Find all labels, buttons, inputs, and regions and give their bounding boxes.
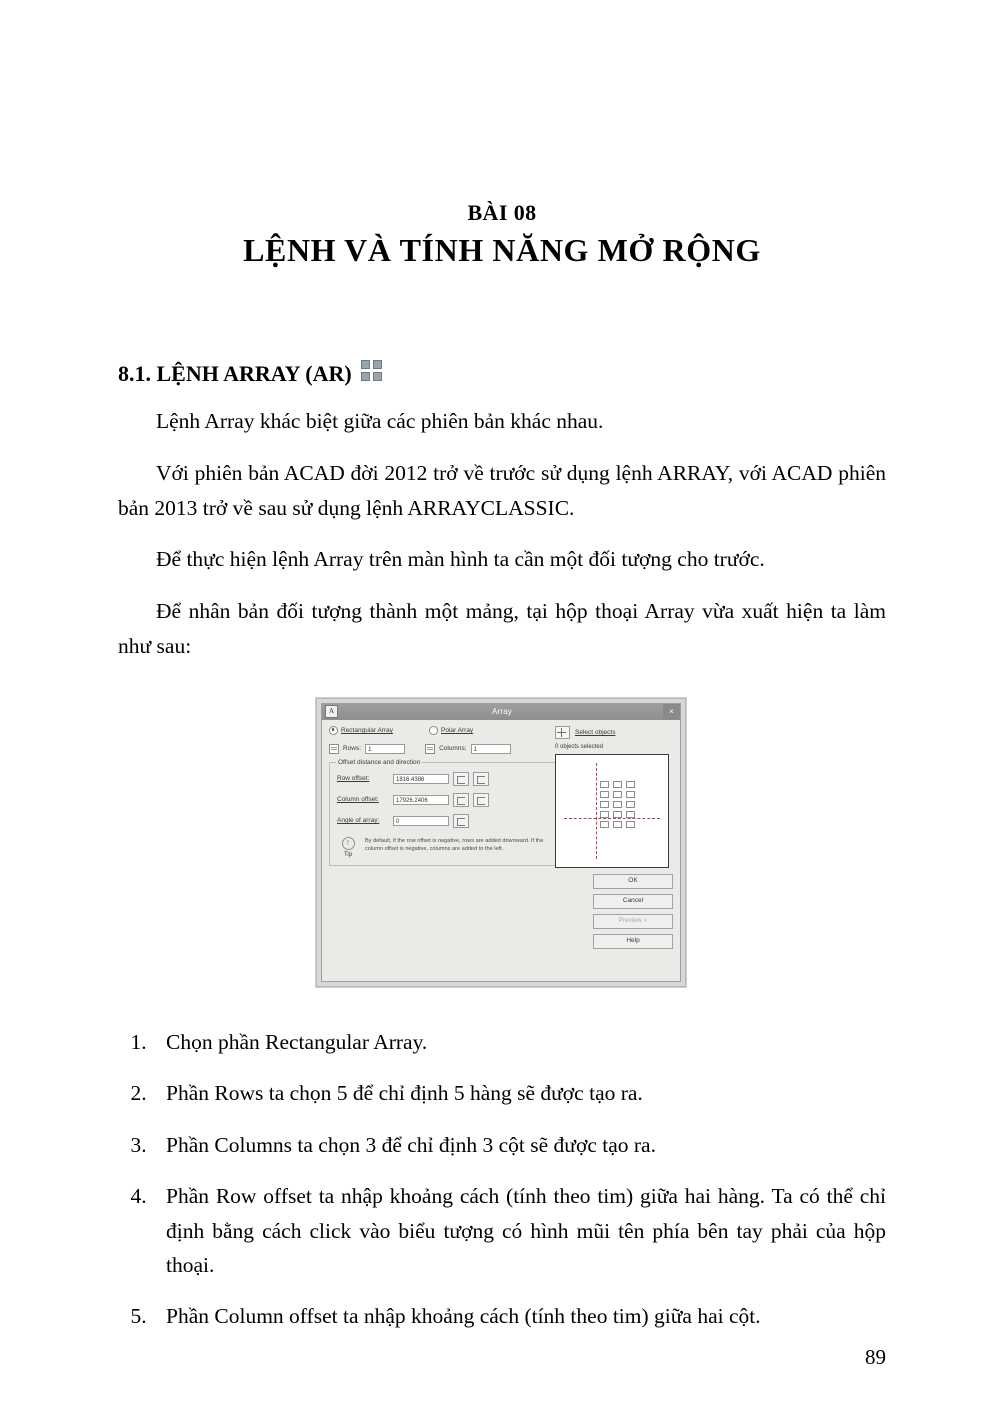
- list-item: 3. Phần Columns ta chọn 3 để chỉ định 3 cột sẽ được tạo ra.: [152, 1128, 886, 1162]
- tip-icon-wrap: [337, 837, 359, 858]
- help-button[interactable]: Help: [593, 934, 673, 949]
- ok-button[interactable]: OK: [593, 874, 673, 889]
- section-heading-text: 8.1. LỆNH ARRAY (AR): [118, 361, 352, 386]
- close-icon[interactable]: ×: [663, 704, 680, 720]
- lightbulb-icon: !: [342, 837, 355, 850]
- preview-axis-vertical: [596, 763, 597, 859]
- rows-icon: [329, 744, 339, 754]
- dialog-frame: [316, 698, 686, 987]
- dialog-left-column: [329, 726, 557, 866]
- radio-dot-icon: [429, 726, 438, 735]
- paragraph-2: Với phiên bản ACAD đời 2012 trở về trước sử dụng lệnh ARRAY, với ACAD phiên bản 2013 trở về sau sử dụng lệnh ARRAYCLASSIC.: [118, 460, 886, 520]
- tip-text: By default, if the row offset is negative, rows are added downward. If the column offset is negative, columns are added to the left.: [365, 837, 544, 853]
- dialog-title-bar: [322, 704, 680, 720]
- radio-polar-array[interactable]: [429, 726, 473, 735]
- paragraph-1: Lệnh Array khác biệt giữa các phiên bản khác nhau.: [156, 409, 604, 433]
- array-dialog-figure: [316, 698, 688, 987]
- lesson-title: LỆNH VÀ TÍNH NĂNG MỞ RỘNG: [243, 232, 761, 268]
- row-offset-pick-button[interactable]: [453, 772, 469, 786]
- steps-list: [118, 1025, 886, 1334]
- app-icon: A: [325, 705, 338, 718]
- angle-pick-button[interactable]: [453, 814, 469, 828]
- lesson-number: BÀI 08: [467, 200, 537, 225]
- measure-arrow-icon: [477, 797, 485, 805]
- paragraph-3: Để thực hiện lệnh Array trên màn hình ta cần một đối tượng cho trước.: [156, 547, 765, 572]
- tip-label: Tip: [343, 851, 353, 858]
- columns-input[interactable]: 1: [471, 744, 511, 754]
- row-offset-input[interactable]: 1816.4386: [393, 774, 449, 784]
- array-grid-icon: [361, 360, 385, 384]
- tip-box: [337, 837, 549, 858]
- angle-row: [337, 814, 549, 828]
- columns-label: Columns:: [439, 745, 467, 753]
- angle-label: Angle of array:: [337, 817, 380, 825]
- select-objects-icon: [555, 726, 570, 739]
- angle-input[interactable]: 0: [393, 816, 449, 826]
- radio-rectangular-array[interactable]: [329, 726, 393, 735]
- list-item: 4. Phần Row offset ta nhập khoảng cách (tính theo tim) giữa hai hàng. Ta có thể chỉ định bằng cách click vào biểu tượng có hình mũi tên phía bên tay phải của hộp thoại.: [152, 1179, 886, 1282]
- radio-polar-label: Polar Array: [441, 726, 474, 734]
- list-item: 1. Chọn phần Rectangular Array.: [152, 1025, 886, 1059]
- dialog-title: Array: [491, 707, 513, 717]
- paragraph-4: Để nhân bản đối tượng thành một mảng, tại hộp thoại Array vừa xuất hiện ta làm như sau:: [118, 599, 886, 659]
- dialog-body: [322, 720, 680, 981]
- preview-button[interactable]: Preview <: [593, 914, 673, 929]
- objects-selected-status: 0 objects selected: [555, 743, 604, 750]
- pick-arrow-icon: [457, 818, 465, 826]
- section-heading: [118, 361, 886, 387]
- columns-icon: [425, 744, 435, 754]
- row-offset-row: [337, 772, 549, 786]
- list-item: 5. Phần Column offset ta nhập khoảng cách (tính theo tim) giữa hai cột.: [152, 1299, 886, 1333]
- radio-dot-icon: [329, 726, 338, 735]
- offset-group: [329, 758, 557, 866]
- row-offset-label: Row offset:: [337, 775, 370, 783]
- page-content: [118, 200, 886, 1351]
- column-offset-input[interactable]: 17926.2406: [393, 795, 449, 805]
- preview-grid: [600, 781, 635, 828]
- offset-group-legend: Offset distance and direction: [338, 758, 421, 766]
- select-objects-row[interactable]: [555, 726, 673, 739]
- pick-arrow-icon: [457, 776, 465, 784]
- column-offset-label: Column offset:: [337, 796, 379, 804]
- select-objects-label: Select objects: [575, 728, 616, 736]
- list-item: 2. Phần Rows ta chọn 5 để chỉ định 5 hàng sẽ được tạo ra.: [152, 1076, 886, 1110]
- rows-input[interactable]: 1: [365, 744, 405, 754]
- pick-arrow-icon: [457, 797, 465, 805]
- rows-columns-row: [329, 744, 557, 754]
- column-offset-row: [337, 793, 549, 807]
- measure-arrow-icon: [477, 776, 485, 784]
- radio-rectangular-label: Rectangular Array: [341, 726, 394, 734]
- dialog-right-column: [555, 726, 673, 954]
- rows-label: Rows:: [343, 745, 362, 753]
- array-type-options: [329, 726, 557, 735]
- column-offset-pick-button[interactable]: [453, 793, 469, 807]
- column-offset-measure-button[interactable]: [473, 793, 489, 807]
- array-dialog: [321, 703, 681, 982]
- row-offset-measure-button[interactable]: [473, 772, 489, 786]
- array-preview: [555, 754, 669, 868]
- cancel-button[interactable]: Cancel: [593, 894, 673, 909]
- page-number: 89: [865, 1345, 886, 1369]
